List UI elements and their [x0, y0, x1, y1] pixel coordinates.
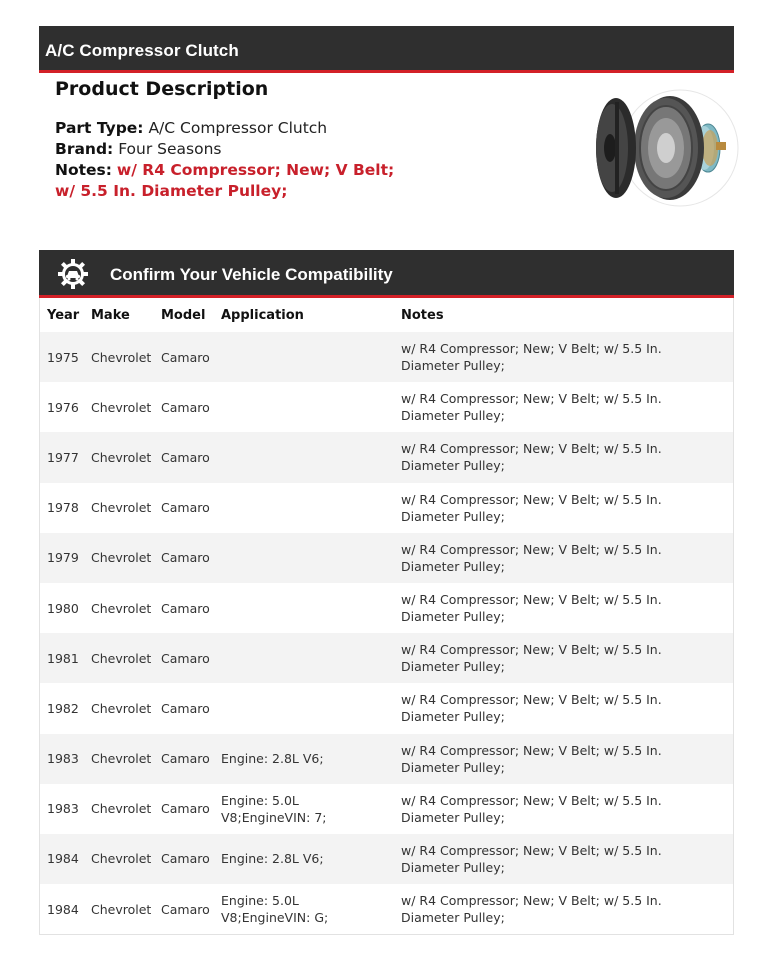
cell-application [214, 583, 394, 633]
table-header-row [40, 298, 733, 332]
table-row [40, 633, 733, 683]
cell-make: Chevrolet [91, 600, 152, 616]
cell-notes: w/ R4 Compressor; New; V Belt; w/ 5.5 In. Diameter Pulley; [401, 742, 662, 775]
table-row [40, 884, 733, 934]
cell-notes: w/ R4 Compressor; New; V Belt; w/ 5.5 In. Diameter Pulley; [401, 491, 662, 524]
compressor-clutch-icon [582, 82, 742, 222]
cell-notes: w/ R4 Compressor; New; V Belt; w/ 5.5 In. Diameter Pulley; [401, 692, 662, 725]
cell-model: Camaro [161, 901, 210, 917]
cell-year: 1984 [47, 851, 79, 867]
table-row [40, 332, 733, 382]
cell-model: Camaro [161, 700, 210, 716]
table-row [40, 583, 733, 633]
page-title: A/C Compressor Clutch [45, 41, 239, 60]
cell-make: Chevrolet [91, 751, 152, 767]
table-row [40, 734, 733, 784]
title-bar [39, 26, 734, 73]
table-row [40, 432, 733, 482]
cell-model: Camaro [161, 550, 210, 566]
cell-model: Camaro [161, 449, 210, 465]
cell-model: Camaro [161, 600, 210, 616]
notes-value-line1: w/ R4 Compressor; New; V Belt; [116, 161, 395, 179]
header-notes: Notes [401, 307, 444, 323]
cell-application: Engine: 2.8L V6; [221, 851, 324, 867]
brand-row [55, 139, 535, 160]
cell-year: 1982 [47, 700, 79, 716]
notes-value-line2: w/ 5.5 In. Diameter Pulley; [55, 182, 288, 200]
cell-year: 1983 [47, 801, 79, 817]
brand-value: Four Seasons [118, 140, 222, 158]
cell-notes: w/ R4 Compressor; New; V Belt; w/ 5.5 In. Diameter Pulley; [401, 541, 662, 574]
cell-application [214, 332, 394, 382]
table-row [40, 834, 733, 884]
cell-make: Chevrolet [91, 901, 152, 917]
product-description [55, 78, 535, 202]
cell-application [214, 483, 394, 533]
cell-notes: w/ R4 Compressor; New; V Belt; w/ 5.5 In. Diameter Pulley; [401, 893, 662, 926]
compatibility-table [39, 298, 734, 935]
cell-make: Chevrolet [91, 349, 152, 365]
cell-notes: w/ R4 Compressor; New; V Belt; w/ 5.5 In. Diameter Pulley; [401, 642, 662, 675]
cell-model: Camaro [161, 801, 210, 817]
cell-application [214, 382, 394, 432]
cell-application: Engine: 5.0L V8;EngineVIN: G; [221, 893, 329, 926]
cell-make: Chevrolet [91, 550, 152, 566]
cell-application: Engine: 2.8L V6; [221, 751, 324, 767]
cell-year: 1976 [47, 399, 79, 415]
cell-make: Chevrolet [91, 500, 152, 516]
compatibility-title: Confirm Your Vehicle Compatibility [110, 265, 393, 284]
part-type-label: Part Type: [55, 119, 144, 137]
header-model: Model [161, 307, 206, 323]
cell-year: 1984 [47, 901, 79, 917]
header-make: Make [91, 307, 130, 323]
cell-make: Chevrolet [91, 801, 152, 817]
cell-make: Chevrolet [91, 399, 152, 415]
part-type-row [55, 118, 535, 139]
part-type-value: A/C Compressor Clutch [148, 119, 328, 137]
cell-application [214, 533, 394, 583]
cell-model: Camaro [161, 851, 210, 867]
cell-make: Chevrolet [91, 851, 152, 867]
header-year: Year [47, 307, 80, 323]
notes-label: Notes: [55, 161, 112, 179]
cell-year: 1978 [47, 500, 79, 516]
cell-application [214, 432, 394, 482]
table-row [40, 382, 733, 432]
table-row [40, 784, 733, 834]
description-heading: Product Description [55, 78, 269, 100]
cell-year: 1977 [47, 449, 79, 465]
table-row [40, 533, 733, 583]
brand-label: Brand: [55, 140, 114, 158]
cell-notes: w/ R4 Compressor; New; V Belt; w/ 5.5 In. Diameter Pulley; [401, 592, 662, 625]
cell-year: 1983 [47, 751, 79, 767]
table-row [40, 683, 733, 733]
table-row [40, 483, 733, 533]
cell-make: Chevrolet [91, 650, 152, 666]
cell-make: Chevrolet [91, 700, 152, 716]
cell-model: Camaro [161, 650, 210, 666]
cell-notes: w/ R4 Compressor; New; V Belt; w/ 5.5 In. Diameter Pulley; [401, 391, 662, 424]
cell-year: 1980 [47, 600, 79, 616]
cell-model: Camaro [161, 751, 210, 767]
product-image [582, 82, 742, 222]
cell-application [214, 633, 394, 683]
cell-make: Chevrolet [91, 449, 152, 465]
header-application: Application [221, 307, 304, 323]
notes-row [55, 160, 535, 202]
cell-model: Camaro [161, 399, 210, 415]
cell-notes: w/ R4 Compressor; New; V Belt; w/ 5.5 In. Diameter Pulley; [401, 792, 662, 825]
compatibility-bar [39, 250, 734, 298]
cell-notes: w/ R4 Compressor; New; V Belt; w/ 5.5 In. Diameter Pulley; [401, 341, 662, 374]
cell-model: Camaro [161, 500, 210, 516]
cell-application: Engine: 5.0L V8;EngineVIN: 7; [221, 792, 327, 825]
cell-year: 1975 [47, 349, 79, 365]
cell-model: Camaro [161, 349, 210, 365]
cell-year: 1981 [47, 650, 79, 666]
cell-year: 1979 [47, 550, 79, 566]
cell-application [214, 683, 394, 733]
gear-car-icon [57, 258, 89, 290]
cell-notes: w/ R4 Compressor; New; V Belt; w/ 5.5 In. Diameter Pulley; [401, 842, 662, 875]
cell-notes: w/ R4 Compressor; New; V Belt; w/ 5.5 In. Diameter Pulley; [401, 441, 662, 474]
